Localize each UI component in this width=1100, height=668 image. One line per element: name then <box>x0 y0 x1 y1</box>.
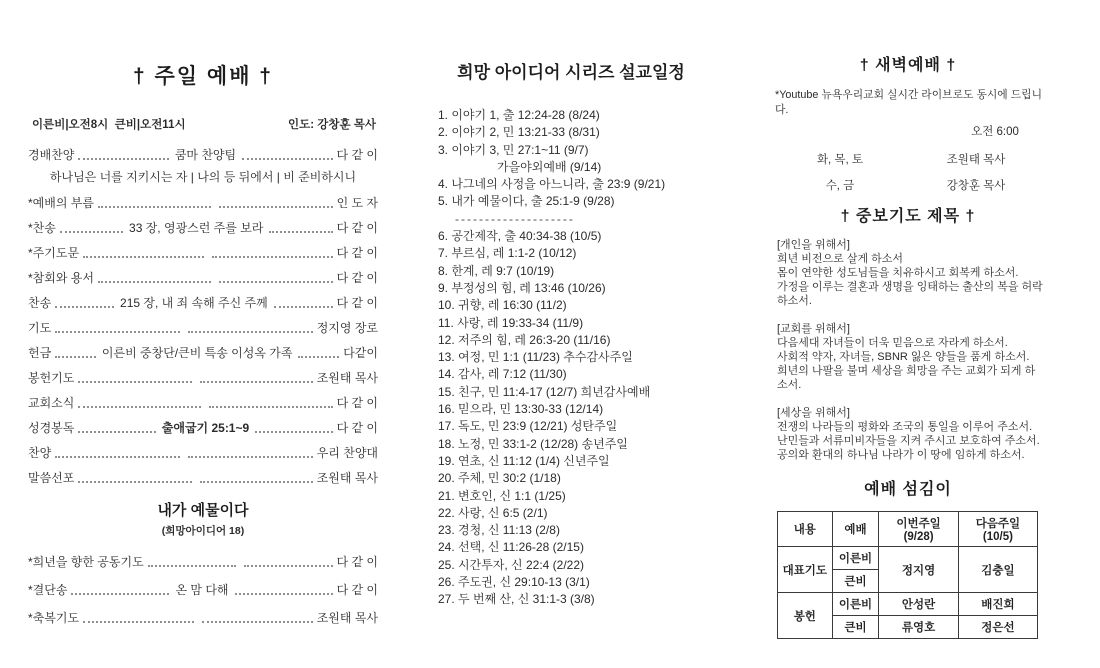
sermon-series-item: 27. 두 번째 산, 신 31:1-3 (3/8) <box>438 592 595 607</box>
service-item-detail: 쿰마 찬양팀 <box>174 148 237 162</box>
service-item-label: 경배찬양 <box>28 148 75 162</box>
dawn-worship-note: *Youtube 뉴욕우리교회 실시간 라이브로도 동시에 드립니다. <box>775 89 1043 116</box>
sermon-message-subtitle: (희망아이디어 18) <box>161 525 245 537</box>
servants-service-early: 이른비 <box>832 547 879 570</box>
sermon-series-item: 21. 변호인, 신 1:1 (1/25) <box>438 488 566 503</box>
right-column <box>772 52 1044 639</box>
prayer-section-world <box>772 406 1044 462</box>
prayer-line: 난민들과 서류미비자들을 지켜 주시고 보호하여 주소서. <box>777 435 1040 447</box>
servants-service-late: 큰비 <box>832 570 879 593</box>
servants-header-row <box>778 512 1038 547</box>
dot-leader <box>212 256 333 258</box>
sermon-series-item: 20. 주체, 민 30:2 (1/18) <box>438 471 561 486</box>
sermon-series-item: 11. 사랑, 레 19:33-34 (11/9) <box>438 315 584 330</box>
dot-leader <box>200 381 313 383</box>
dot-leader <box>188 456 313 458</box>
service-item-detail: 33 장, 영광스런 주를 보라 <box>129 221 264 235</box>
dot-leader <box>274 306 333 308</box>
prayer-line: 다음세대 자녀들이 더욱 믿음으로 자라게 하소서. <box>777 337 1008 349</box>
sermon-series-item: 15. 친구, 민 11:4-17 (12/7) 희년감사예배 <box>438 384 651 399</box>
servants-header-content: 내용 <box>778 512 833 547</box>
servants-person-next-week: 배진희 <box>958 593 1037 616</box>
dot-leader <box>78 431 155 433</box>
dawn-worship-pastor: 조원태 목사 <box>946 154 1006 166</box>
dot-leader <box>148 565 236 567</box>
dot-leader <box>298 356 339 358</box>
dot-leader <box>188 331 313 333</box>
service-row <box>28 371 378 385</box>
service-item-label: *축복기도 <box>28 611 80 625</box>
prayer-lines <box>777 252 1044 308</box>
service-times: 이른비|오전8시 큰비|오전11시 <box>32 119 186 131</box>
service-item-person: 다같이 <box>343 346 378 360</box>
prayer-section-personal <box>772 238 1044 308</box>
servants-service-late: 큰비 <box>832 616 879 639</box>
service-item-detail: 이른비 중창단/큰비 특송 이성옥 가족 <box>101 346 293 360</box>
prayer-section-heading: [개인을 위해서] <box>777 239 850 251</box>
service-item-person: 다 같 이 <box>336 396 379 410</box>
servants-person-next-week: 김충일 <box>958 547 1037 593</box>
servants-person-this-week: 안성란 <box>879 593 958 616</box>
sunday-worship-title: † 주일 예배 † <box>132 65 273 88</box>
service-item-label: 헌금 <box>28 346 52 360</box>
prayer-line: 가정을 이루는 결혼과 생명을 잉태하는 출산의 복을 허락하소서. <box>777 281 1043 307</box>
sermon-series-item: 2. 이야기 2, 민 13:21-33 (8/31) <box>438 125 600 140</box>
servants-table <box>777 511 1038 639</box>
service-item-person: 다 같 이 <box>336 583 379 597</box>
prayer-line: 공의와 환대의 하나님 나라가 이 땅에 임하게 하소서. <box>777 449 1025 461</box>
dot-leader <box>255 431 332 433</box>
sermon-series-item: 1. 이야기 1, 출 12:24-28 (8/24) <box>438 108 600 122</box>
servants-category-offering: 봉헌 <box>778 593 833 639</box>
sermon-series-item: 9. 부정성의 힘, 레 13:46 (10/26) <box>438 280 606 295</box>
table-row <box>778 593 1038 616</box>
sermon-series-item: 3. 이야기 3, 민 27:1~11 (9/7) <box>438 142 589 157</box>
service-item-person: 정지영 장로 <box>316 321 379 335</box>
service-item-subtext: 하나님은 너를 지키시는 자 | 나의 등 뒤에서 | 비 준비하시니 <box>49 170 357 184</box>
dot-leader <box>60 231 123 233</box>
servants-title: 예배 섬김이 <box>864 481 952 498</box>
sermon-series-item: 13. 여정, 민 1:1 (11/23) 추수감사주일 <box>438 350 633 365</box>
dot-leader <box>98 281 211 283</box>
service-item-detail: 215 장, 내 죄 속해 주신 주께 <box>120 296 268 310</box>
service-row <box>28 396 378 410</box>
service-row <box>28 421 378 435</box>
dot-leader <box>269 231 332 233</box>
service-item-label: *예배의 부름 <box>28 196 94 210</box>
service-item-detail: 출애굽기 25:1~9 <box>161 421 250 435</box>
servants-header-service: 예배 <box>832 512 879 547</box>
sermon-series-list-2 <box>430 176 712 211</box>
dot-leader <box>200 481 313 483</box>
servants-service-early: 이른비 <box>832 593 879 616</box>
dot-leader <box>55 456 180 458</box>
service-item-label: 성경봉독 <box>28 421 75 435</box>
service-item-person: 다 같 이 <box>336 148 378 162</box>
servants-person-this-week: 류영호 <box>879 616 958 639</box>
sermon-series-special-event: 가을야외예배 (9/14) <box>497 159 602 174</box>
sermon-series-item: 16. 믿으라, 민 13:30-33 (12/14) <box>438 402 604 417</box>
dot-leader <box>55 331 180 333</box>
series-divider: -------------------- <box>455 211 575 226</box>
dawn-worship-row <box>772 151 1044 167</box>
prayer-line: 희년 비전으로 살게 하소서 <box>777 253 904 265</box>
servants-category-rep-prayer: 대표기도 <box>778 547 833 593</box>
dot-leader <box>98 206 211 208</box>
sermon-series-item: 14. 감사, 레 7:12 (11/30) <box>438 367 567 382</box>
service-row <box>28 555 378 569</box>
sermon-series-title: 희망 아이디어 시리즈 설교일정 <box>457 63 685 82</box>
service-leader: 인도: 강창훈 목사 <box>288 119 376 131</box>
prayer-line: 몸이 연약한 성도님들을 치유하시고 회복케 하소서. <box>777 267 1019 279</box>
sunday-worship-section <box>28 60 378 639</box>
sermon-series-item: 6. 공간제작, 출 40:34-38 (10/5) <box>438 229 602 244</box>
service-item-label: 말씀선포 <box>28 471 75 485</box>
servants-header-next-week: 다음주일(10/5) <box>958 512 1037 547</box>
closing-order-list <box>28 555 378 625</box>
dot-leader <box>55 306 114 308</box>
sermon-series-item: 26. 주도권, 신 29:10-13 (3/1) <box>438 575 590 590</box>
service-item-person: 다 같 이 <box>336 246 378 260</box>
dot-leader <box>78 481 191 483</box>
service-row <box>28 321 378 335</box>
sermon-series-section <box>430 58 712 609</box>
sermon-series-item: 7. 부르심, 레 1:1-2 (10/12) <box>438 246 577 261</box>
sermon-series-item: 24. 선택, 신 11:26-28 (2/15) <box>438 540 584 555</box>
service-row <box>28 446 378 460</box>
dot-leader <box>71 593 169 595</box>
prayer-line: 사회적 약자, 자녀들, SBNR 잃은 양들을 품게 하소서. <box>777 351 1030 363</box>
dawn-worship-row <box>772 177 1044 193</box>
service-item-label: *참회와 용서 <box>28 271 94 285</box>
dot-leader <box>244 565 332 567</box>
service-row <box>28 611 378 625</box>
service-row <box>28 471 378 485</box>
sermon-series-item: 4. 나그네의 사정을 아느니라, 출 23:9 (9/21) <box>438 177 666 192</box>
servants-person-this-week: 정지영 <box>879 547 958 593</box>
prayer-section-heading: [교회를 위해서] <box>777 323 850 335</box>
prayer-line: 전쟁의 나라들의 평화와 조국의 통일을 이루어 주소서. <box>777 421 1033 433</box>
sermon-series-item: 23. 경청, 신 11:13 (2/8) <box>438 523 560 538</box>
dot-leader <box>55 356 96 358</box>
sermon-series-item: 10. 귀향, 레 16:30 (11/2) <box>438 298 567 313</box>
sermon-series-item: 19. 연초, 신 11:12 (1/4) 신년주일 <box>438 453 610 468</box>
service-item-person: 조원태 목사 <box>316 371 379 385</box>
service-item-person: 다 같 이 <box>336 555 378 569</box>
sermon-series-list-3 <box>430 228 712 609</box>
prayer-section-church <box>772 322 1044 392</box>
dot-leader <box>202 621 313 623</box>
service-row <box>28 246 378 260</box>
prayer-line: 희년의 나팔을 불며 세상을 희망을 주는 교회가 되게 하소서. <box>777 365 1036 391</box>
sermon-message-title: 내가 예물이다 <box>157 502 249 519</box>
prayer-lines <box>777 336 1044 392</box>
prayer-section-heading: [세상을 위해서] <box>777 407 850 419</box>
service-item-person: 조원태 목사 <box>316 611 378 625</box>
servants-person-next-week: 정은선 <box>958 616 1037 639</box>
service-item-label: *찬송 <box>28 221 56 235</box>
dawn-worship-days: 화, 목, 토 <box>816 154 864 166</box>
service-item-label: 찬양 <box>28 446 52 460</box>
service-times-row <box>32 116 376 132</box>
dot-leader <box>83 256 204 258</box>
dot-leader <box>219 281 332 283</box>
sermon-series-item: 8. 한계, 레 9:7 (10/19) <box>438 263 555 278</box>
dawn-worship-pastor: 강창훈 목사 <box>946 180 1006 192</box>
service-item-label: *주기도문 <box>28 246 80 260</box>
service-row <box>28 271 378 285</box>
service-item-person: 인 도 자 <box>336 196 379 210</box>
service-item-label: *결단송 <box>28 583 68 597</box>
dot-leader <box>78 406 201 408</box>
sermon-series-item: 12. 저주의 힘, 레 26:3-20 (11/16) <box>438 332 611 347</box>
service-item-detail: 온 맘 다해 <box>175 583 229 597</box>
dot-leader <box>209 406 332 408</box>
service-row <box>28 221 378 235</box>
service-row <box>28 346 378 360</box>
dot-leader <box>242 158 332 160</box>
service-item-person: 조원태 목사 <box>316 471 379 485</box>
service-item-person: 다 같 이 <box>336 296 378 310</box>
servants-header-this-week: 이번주일(9/28) <box>879 512 958 547</box>
dot-leader <box>78 158 168 160</box>
sermon-series-item: 25. 시간투자, 신 22:4 (2/22) <box>438 557 585 572</box>
sermon-series-item: 5. 내가 예물이다, 출 25:1-9 (9/28) <box>438 194 615 209</box>
service-row <box>28 296 378 310</box>
service-order-list <box>28 148 378 485</box>
sermon-series-list-1 <box>430 107 712 159</box>
dawn-worship-time: 오전 6:00 <box>971 126 1019 138</box>
service-item-person: 다 같 이 <box>336 221 379 235</box>
service-item-label: 찬송 <box>28 296 52 310</box>
service-item-person: 다 같 이 <box>336 271 379 285</box>
intercessory-prayer-title: † 중보기도 제목 † <box>840 208 976 225</box>
service-item-person: 다 같 이 <box>336 421 379 435</box>
dawn-worship-schedule <box>772 151 1044 193</box>
service-row <box>28 583 378 597</box>
service-item-label: 기도 <box>28 321 52 335</box>
service-item-label: 봉헌기도 <box>28 371 75 385</box>
dot-leader <box>219 206 332 208</box>
prayer-lines <box>777 420 1044 462</box>
sermon-series-item: 18. 노정, 민 33:1-2 (12/28) 송년주일 <box>438 436 628 451</box>
table-row <box>778 547 1038 570</box>
service-item-person: 우리 찬양대 <box>316 446 379 460</box>
sermon-series-item: 22. 사랑, 신 6:5 (2/1) <box>438 505 548 520</box>
dot-leader <box>235 593 333 595</box>
service-row <box>28 196 378 210</box>
service-row <box>28 148 378 162</box>
dot-leader <box>78 381 191 383</box>
sermon-series-item: 17. 독도, 민 23:9 (12/21) 성탄주일 <box>438 419 618 434</box>
service-item-label: *희년을 향한 공동기도 <box>28 555 144 569</box>
service-item-label: 교회소식 <box>28 396 75 410</box>
dot-leader <box>83 621 194 623</box>
dawn-worship-title: † 새벽예배 † <box>859 57 957 74</box>
dawn-worship-days: 수, 금 <box>825 180 855 192</box>
